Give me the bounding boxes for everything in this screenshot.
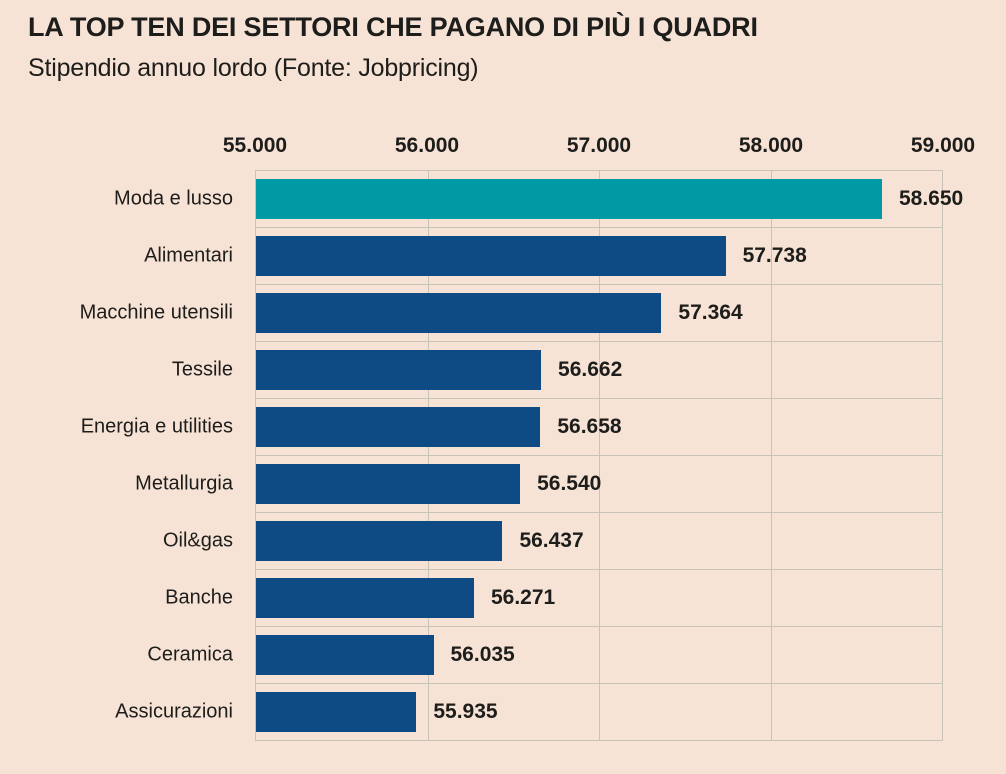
category-label: Banche xyxy=(165,586,233,609)
bar xyxy=(256,293,661,333)
category-label: Assicurazioni xyxy=(115,700,233,723)
bar xyxy=(256,179,882,219)
value-label: 56.540 xyxy=(537,472,602,495)
category-label: Macchine utensili xyxy=(79,301,233,324)
value-label: 56.437 xyxy=(519,529,584,552)
bar-row xyxy=(162,513,942,570)
bar-row xyxy=(135,456,942,513)
category-label: Moda e lusso xyxy=(114,187,233,210)
bar-row xyxy=(114,171,964,228)
value-label: 56.658 xyxy=(557,415,622,438)
bar-row xyxy=(144,228,942,285)
bar xyxy=(256,692,416,732)
bar xyxy=(256,635,434,675)
bar xyxy=(256,464,520,504)
chart-subtitle: Stipendio annuo lordo (Fonte: Jobpricing) xyxy=(28,54,479,82)
bar-row xyxy=(147,627,942,684)
category-label: Metallurgia xyxy=(135,472,233,495)
value-label: 56.662 xyxy=(558,358,623,381)
bar xyxy=(256,350,541,390)
bar xyxy=(256,407,540,447)
bar xyxy=(256,236,726,276)
category-label: Alimentari xyxy=(144,244,233,267)
category-label: Energia e utilities xyxy=(80,415,233,438)
category-label: Tessile xyxy=(171,358,233,381)
value-label: 58.650 xyxy=(898,187,964,210)
bar-row xyxy=(171,342,942,399)
x-tick-label: 56.000 xyxy=(394,134,460,157)
x-tick-label: 58.000 xyxy=(738,134,804,157)
value-label: 57.738 xyxy=(742,244,807,267)
value-label: 55.935 xyxy=(433,700,498,723)
chart-title: LA TOP TEN DEI SETTORI CHE PAGANO DI PIÙ I QUADRI xyxy=(28,12,758,42)
bar-row xyxy=(79,285,942,342)
x-axis xyxy=(222,131,976,161)
value-label: 56.271 xyxy=(490,586,556,609)
x-tick-label: 55.000 xyxy=(222,134,288,157)
x-tick-label: 57.000 xyxy=(566,134,632,157)
bar xyxy=(256,578,474,618)
category-label: Ceramica xyxy=(147,643,233,666)
value-label: 56.035 xyxy=(450,643,515,666)
category-label: Oil&gas xyxy=(162,529,233,552)
value-label: 57.364 xyxy=(678,301,743,324)
bar-row xyxy=(165,570,942,627)
bar xyxy=(256,521,502,561)
plot-area xyxy=(79,170,964,741)
bar-row xyxy=(115,684,942,740)
bar-row xyxy=(80,399,942,456)
x-tick-label: 59.000 xyxy=(910,134,976,157)
